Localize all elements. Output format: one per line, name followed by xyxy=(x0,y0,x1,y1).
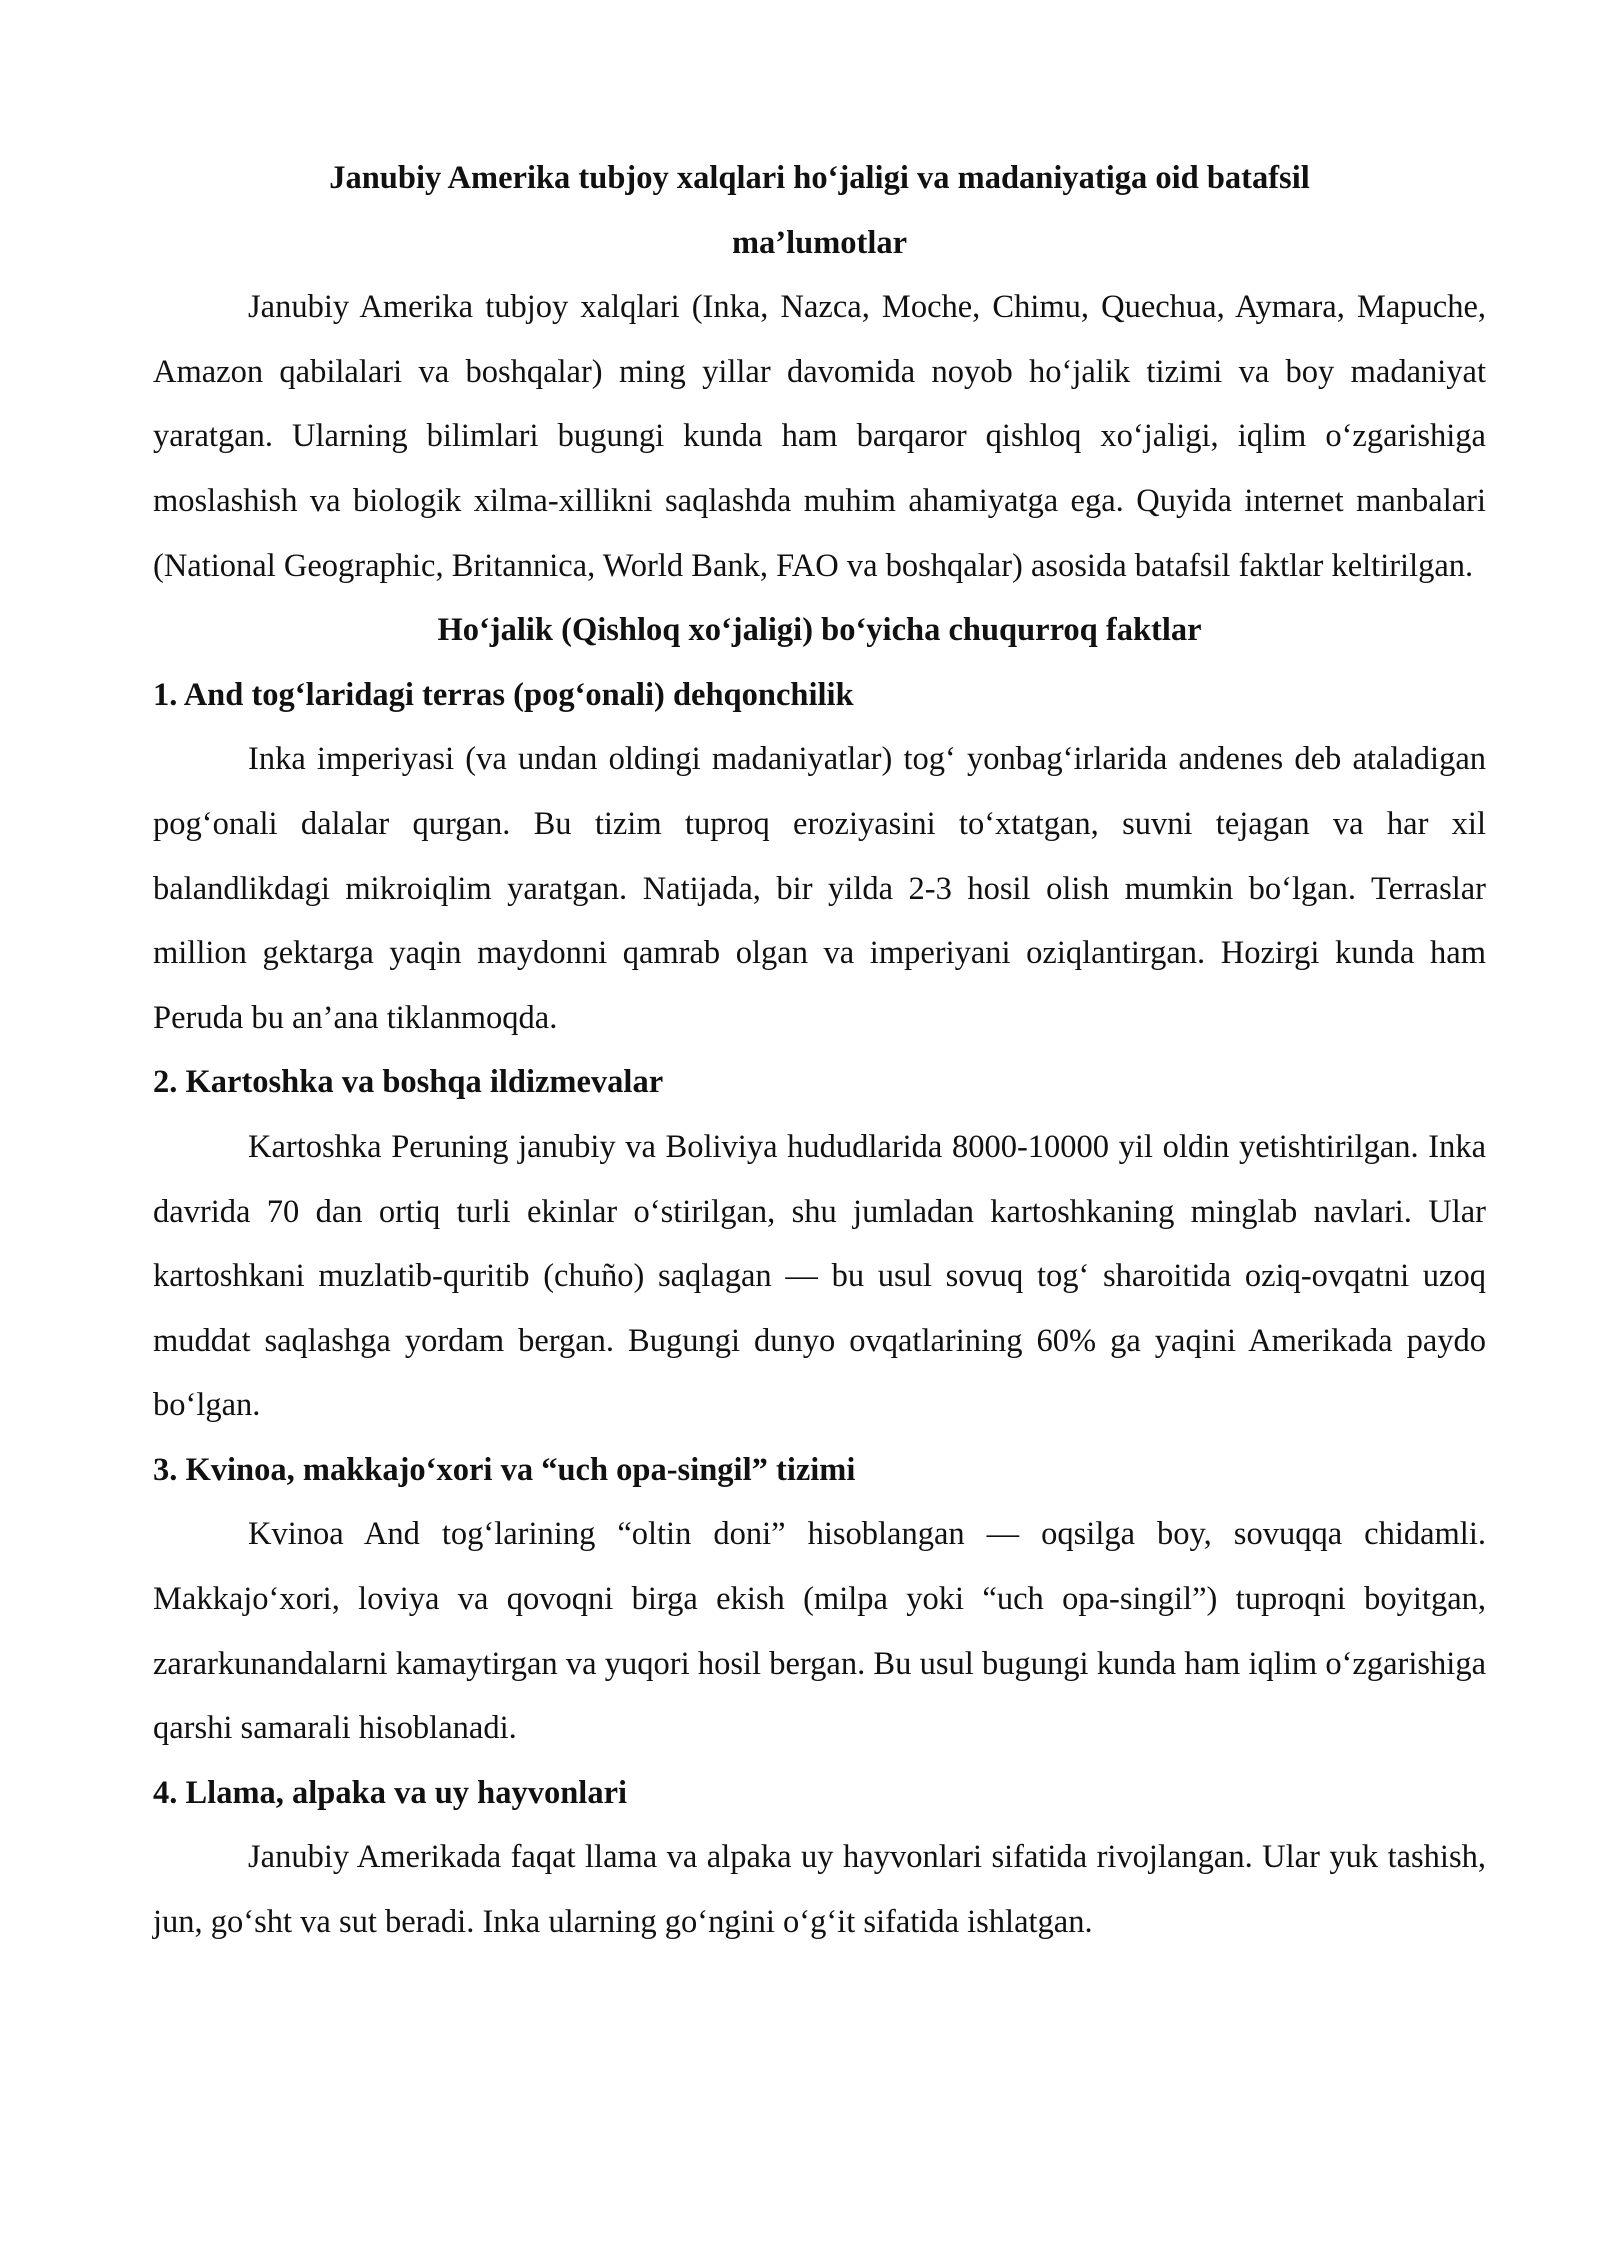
subsection-heading-4: 4. Llama, alpaka va uy hayvonlari xyxy=(153,1774,628,1811)
subsection-heading-1: 1. And tog‘laridagi terras (pog‘onali) dehqonchilik xyxy=(153,676,854,713)
document-page xyxy=(153,146,1486,1955)
subsection-paragraph-2: Kartoshka Peruning janubiy va Boliviya hududlarida 8000-10000 yil oldin yetishtirilgan. Inka davrida 70 dan ortiq turli ekinlar o‘stirilgan, shu jumladan kartoshkaning minglab navlari. Ular kartoshkani muzlatib-quritib (chuño) saqlagan — bu usul sovuq tog‘ sharoitida oziq-ovqatni uzoq muddat saqlashga yordam bergan. Bugungi dunyo ovqatlarining 60% ga yaqini Amerikada paydo bo‘lgan. xyxy=(153,1128,1486,1424)
subsection-heading-2: 2. Kartoshka va boshqa ildizmevalar xyxy=(153,1064,664,1101)
intro-paragraph: Janubiy Amerika tubjoy xalqlari (Inka, Nazca, Moche, Chimu, Quechua, Aymara, Mapuche, Amazon qabilalari va boshqalar) ming yillar davomida noyob ho‘jalik tizimi va boy madaniyat yaratgan. Ularning bilimlari bugungi kunda ham barqaror qishloq xo‘jaligi, iqlim o‘zgarishiga moslashish va biologik xilma-xillikni saqlashda muhim ahamiyatga ega. Quyida internet manbalari (National Geographic, Britannica, World Bank, FAO va boshqalar) asosida batafsil faktlar keltirilgan. xyxy=(153,289,1486,584)
title-line-2: ma’lumotlar xyxy=(731,224,908,261)
subsection-heading-3: 3. Kvinoa, makkajo‘xori va “uch opa-singil” tizimi xyxy=(153,1451,856,1488)
subsection-paragraph-3: Kvinoa And tog‘larining “oltin doni” hisoblangan — oqsilga boy, sovuqqa chidamli. Makkajo‘xori, loviya va qovoqni birga ekish (milpa yoki “uch opa-singil”) tuproqni boyitgan, zararkunandalarni kamaytirgan va yuqori hosil bergan. Bu usul bugungi kunda ham iqlim o‘zgarishiga qarshi samarali hisoblanadi. xyxy=(153,1516,1486,1747)
subsection-paragraph-1: Inka imperiyasi (va undan oldingi madaniyatlar) tog‘ yonbag‘irlarida andenes deb ataladigan pog‘onali dalalar qurgan. Bu tizim tuproq eroziyasini to‘xtatgan, suvni tejagan va har xil balandlikdagi mikroiqlim yaratgan. Natijada, bir yilda 2-3 hosil olish mumkin bo‘lgan. Terraslar million gektarga yaqin maydonni qamrab olgan va imperiyani oziqlantirgan. Hozirgi kunda ham Peruda bu an’ana tiklanmoqda. xyxy=(153,741,1486,1036)
subsection-paragraph-4: Janubiy Amerikada faqat llama va alpaka uy hayvonlari sifatida rivojlangan. Ular yuk tashish, jun, go‘sht va sut beradi. Inka ularning go‘ngini o‘g‘it sifatida ishlatgan. xyxy=(153,1839,1486,1941)
title-line-1: Janubiy Amerika tubjoy xalqlari ho‘jaligi va madaniyatiga oid batafsil xyxy=(329,160,1310,196)
document-title xyxy=(153,146,1486,275)
section-heading: Ho‘jalik (Qishloq xo‘jaligi) bo‘yicha chuqurroq faktlar xyxy=(437,612,1202,649)
